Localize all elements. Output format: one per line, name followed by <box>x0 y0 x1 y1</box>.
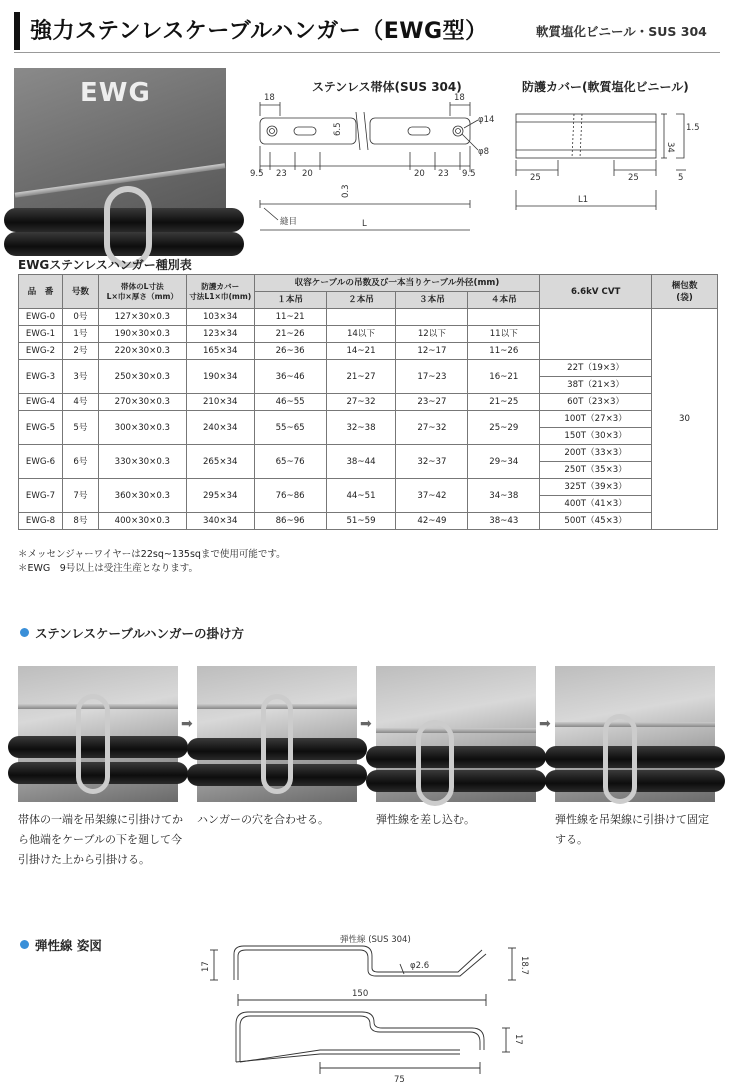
header-cover: 防護カバー 寸法L1×巾(mm) <box>186 275 254 309</box>
cell-c1: 26~36 <box>254 343 326 360</box>
cell-cvt: 150T（30×3） <box>540 428 652 445</box>
cell-part: EWG-0 <box>19 309 63 326</box>
step-text-4: 弾性線を吊架線に引掛けて固定する。 <box>555 813 709 846</box>
cell-c2: 44~51 <box>326 479 396 513</box>
dim-23-left: 23 <box>276 169 287 179</box>
seam-label: 縫目 <box>280 217 298 227</box>
header-part: 品 番 <box>19 275 63 309</box>
dim-1-5: 1.5 <box>686 123 700 133</box>
table-row <box>19 360 718 377</box>
dim-9-5-right: 9.5 <box>462 169 476 179</box>
cell-cover: 295×34 <box>186 479 254 513</box>
cell-band: 220×30×0.3 <box>98 343 186 360</box>
cell-c4: 21~25 <box>468 394 540 411</box>
cell-c3: 32~37 <box>396 445 468 479</box>
cell-c1: 46~55 <box>254 394 326 411</box>
cell-c1: 65~76 <box>254 445 326 479</box>
cell-c2: 27~32 <box>326 394 396 411</box>
note-2: ＊EWG 9号以上は受注生産となります。 <box>18 563 199 574</box>
cell-size: 5号 <box>62 411 98 445</box>
dim-20-left: 20 <box>302 169 313 179</box>
spring-title-text: 弾性線 姿図 <box>35 938 102 953</box>
cell-c2: 38~44 <box>326 445 396 479</box>
cell-cvt: 400T（41×3） <box>540 496 652 513</box>
cell-size: 8号 <box>62 513 98 530</box>
header-3-hang: ３本吊 <box>396 292 468 309</box>
cell-cvt: 500T（45×3） <box>540 513 652 530</box>
cell-cvt-empty <box>540 309 652 360</box>
cell-size: 2号 <box>62 343 98 360</box>
header-4-hang: ４本吊 <box>468 292 540 309</box>
dim-0-3: 0.3 <box>341 184 351 198</box>
cell-band: 300×30×0.3 <box>98 411 186 445</box>
spec-table-title: EWGステンレスハンガー種別表 <box>18 258 192 272</box>
dim-6-5: 6.5 <box>333 122 343 136</box>
cell-c3: 12~17 <box>396 343 468 360</box>
header-pack: 梱包数 (袋) <box>652 275 718 309</box>
cell-c4: 34~38 <box>468 479 540 513</box>
table-row <box>19 411 718 428</box>
cell-c1: 11~21 <box>254 309 326 326</box>
dim-150: 150 <box>352 989 369 999</box>
cell-band: 400×30×0.3 <box>98 513 186 530</box>
cell-c2: 14以下 <box>326 326 396 343</box>
cell-band: 270×30×0.3 <box>98 394 186 411</box>
cell-c4: 16~21 <box>468 360 540 394</box>
cell-part: EWG-8 <box>19 513 63 530</box>
cell-size: 6号 <box>62 445 98 479</box>
note-1: ＊メッセンジャーワイヤーは22sq~135sqまで使用可能です。 <box>18 549 286 560</box>
dim-18-7: 18.7 <box>519 956 529 975</box>
dim-18-left: 18 <box>264 93 275 103</box>
cell-size: 4号 <box>62 394 98 411</box>
header-divider <box>14 52 720 53</box>
cell-c3: 42~49 <box>396 513 468 530</box>
band-diagram-title: ステンレス帯体(SUS 304) <box>312 80 462 94</box>
arrow-icon-2: ➡ <box>360 716 372 732</box>
dim-17-top: 17 <box>201 961 211 972</box>
cell-cover: 340×34 <box>186 513 254 530</box>
cover-diagram-title: 防護カバー(軟質塩化ビニール) <box>522 80 689 94</box>
cell-part: EWG-7 <box>19 479 63 513</box>
dim-17-bottom: 17 <box>513 1034 523 1045</box>
cell-c4: 29~34 <box>468 445 540 479</box>
cell-cvt: 22T（19×3） <box>540 360 652 377</box>
dim-34: 34 <box>665 142 675 153</box>
header-size: 号数 <box>62 275 98 309</box>
cell-cvt: 250T（35×3） <box>540 462 652 479</box>
cell-c1: 86~96 <box>254 513 326 530</box>
cell-size: 0号 <box>62 309 98 326</box>
cell-c1: 76~86 <box>254 479 326 513</box>
title-accent-bar <box>14 12 20 50</box>
dim-phi14: φ14 <box>478 115 495 125</box>
dim-phi2-6: φ2.6 <box>410 961 430 971</box>
cell-cvt: 38T（21×3） <box>540 377 652 394</box>
cell-cvt: 60T（23×3） <box>540 394 652 411</box>
cell-c2-empty <box>326 309 396 326</box>
cell-c3: 27~32 <box>396 411 468 445</box>
cell-c4-empty <box>468 309 540 326</box>
header-cable: 収容ケーブルの吊数及び一本当りケーブル外径(mm) <box>254 275 540 292</box>
product-photo <box>14 68 226 228</box>
cell-pack: 30 <box>652 309 718 530</box>
cell-band: 127×30×0.3 <box>98 309 186 326</box>
step-text-2: ハンガーの穴を合わせる。 <box>197 813 329 826</box>
dim-23-right: 23 <box>438 169 449 179</box>
dim-20-right: 20 <box>414 169 425 179</box>
cell-part: EWG-2 <box>19 343 63 360</box>
cover-diagram <box>506 90 720 240</box>
cell-part: EWG-5 <box>19 411 63 445</box>
cell-cover: 190×34 <box>186 360 254 394</box>
dim-L1: L1 <box>578 195 589 205</box>
cell-band: 330×30×0.3 <box>98 445 186 479</box>
cell-c1: 21~26 <box>254 326 326 343</box>
dim-18-right: 18 <box>454 93 465 103</box>
dim-25-left: 25 <box>530 173 541 183</box>
cell-c3: 12以下 <box>396 326 468 343</box>
header-band: 帯体のL寸法 L×巾×厚さ（mm） <box>98 275 186 309</box>
dim-5: 5 <box>678 173 684 183</box>
page-subtitle: 軟質塩化ビニール・SUS 304 <box>536 24 707 39</box>
cell-c1: 36~46 <box>254 360 326 394</box>
cell-band: 250×30×0.3 <box>98 360 186 394</box>
cell-part: EWG-1 <box>19 326 63 343</box>
dim-L: L <box>362 219 367 229</box>
cell-cover: 265×34 <box>186 445 254 479</box>
dim-75: 75 <box>394 1075 405 1085</box>
install-section-title <box>20 624 244 642</box>
cell-c2: 32~38 <box>326 411 396 445</box>
cell-c4: 11~26 <box>468 343 540 360</box>
cell-c4: 38~43 <box>468 513 540 530</box>
cell-cover: 165×34 <box>186 343 254 360</box>
page-title: 強力ステンレスケーブルハンガー（EWG型） <box>30 19 488 44</box>
install-title-text: ステンレスケーブルハンガーの掛け方 <box>35 626 244 641</box>
bullet-icon <box>20 940 29 949</box>
cell-c3: 37~42 <box>396 479 468 513</box>
table-row <box>19 479 718 496</box>
cell-band: 190×30×0.3 <box>98 326 186 343</box>
step-text-3: 弾性線を差し込む。 <box>376 813 475 826</box>
cell-cover: 210×34 <box>186 394 254 411</box>
cell-part: EWG-4 <box>19 394 63 411</box>
step-photo-2 <box>197 666 357 802</box>
cell-size: 3号 <box>62 360 98 394</box>
cell-c3: 17~23 <box>396 360 468 394</box>
table-row <box>19 394 718 411</box>
cell-c2: 51~59 <box>326 513 396 530</box>
cell-c3: 23~27 <box>396 394 468 411</box>
header-2-hang: ２本吊 <box>326 292 396 309</box>
cell-c4: 25~29 <box>468 411 540 445</box>
bullet-icon <box>20 628 29 637</box>
cell-part: EWG-3 <box>19 360 63 394</box>
cell-cover: 123×34 <box>186 326 254 343</box>
step-photo-3 <box>376 666 536 802</box>
cell-size: 1号 <box>62 326 98 343</box>
cell-c2: 21~27 <box>326 360 396 394</box>
cell-cover: 103×34 <box>186 309 254 326</box>
arrow-icon-1: ➡ <box>181 716 193 732</box>
spring-diagram <box>190 930 530 1085</box>
spec-table <box>18 274 718 530</box>
cell-cvt: 200T（33×3） <box>540 445 652 462</box>
step-photo-4 <box>555 666 715 802</box>
cell-c4: 11以下 <box>468 326 540 343</box>
dim-25-right: 25 <box>628 173 639 183</box>
photo-label: EWG <box>80 78 151 108</box>
cell-c3-empty <box>396 309 468 326</box>
arrow-icon-3: ➡ <box>539 716 551 732</box>
step-photo-1 <box>18 666 178 802</box>
table-row <box>19 309 718 326</box>
step-text-1: 帯体の一端を吊架線に引掛けてから他端をケーブルの下を廻して今引掛けた上から引掛ける。 <box>18 813 183 866</box>
dim-phi8: φ8 <box>478 147 490 157</box>
table-row <box>19 445 718 462</box>
spring-section-title <box>20 936 102 954</box>
table-row <box>19 513 718 530</box>
cell-band: 360×30×0.3 <box>98 479 186 513</box>
cell-cvt: 100T（27×3） <box>540 411 652 428</box>
cell-cvt: 325T（39×3） <box>540 479 652 496</box>
cell-size: 7号 <box>62 479 98 513</box>
cell-c1: 55~65 <box>254 411 326 445</box>
cell-c2: 14~21 <box>326 343 396 360</box>
header-1-hang: １本吊 <box>254 292 326 309</box>
cell-cover: 240×34 <box>186 411 254 445</box>
cell-part: EWG-6 <box>19 445 63 479</box>
dim-9-5-left: 9.5 <box>250 169 264 179</box>
band-diagram <box>250 90 495 240</box>
header-cvt: 6.6kV CVT <box>540 275 652 309</box>
spring-material-label: 弾性線 (SUS 304) <box>340 935 411 945</box>
